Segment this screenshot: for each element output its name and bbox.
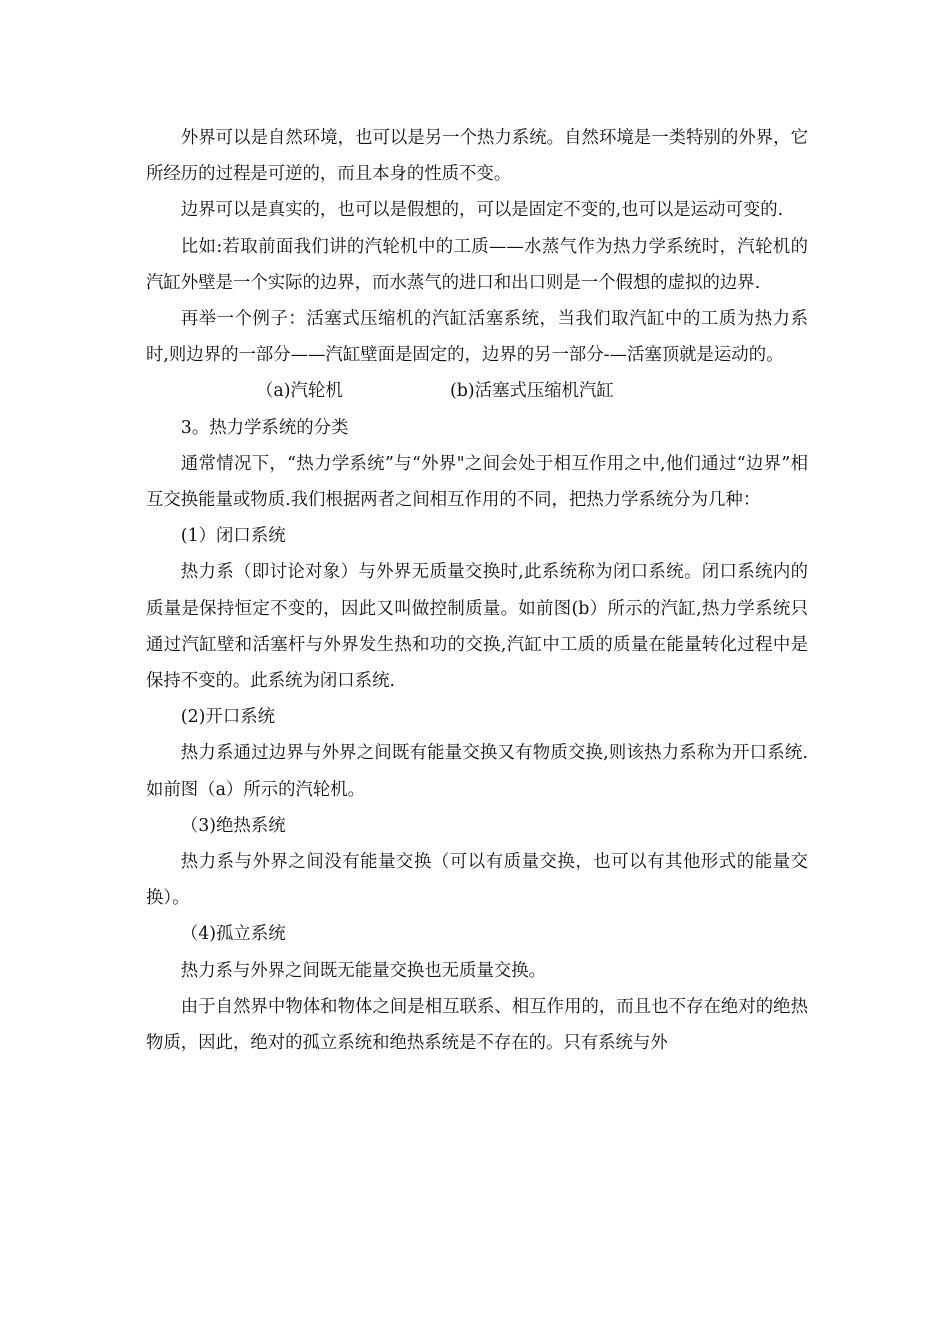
paragraph-turbine-example: 比如:若取前面我们讲的汽轮机中的工质——水蒸气作为热力学系统时，汽轮机的汽缸外壁是一个实际的边界，而水蒸气的进口和出口则是一个假想的虚拟的边界. bbox=[146, 236, 808, 293]
paragraph-classification-intro: 通常情况下，“热力学系统”与“外界"之间会处于相互作用之中,他们通过“边界”相互交换能量或物质.我们根据两者之间相互作用的不同，把热力学系统分为几种： bbox=[146, 453, 808, 511]
document-page bbox=[146, 120, 808, 1061]
item-isolated-title: （4)孤立系统 bbox=[180, 924, 286, 945]
paragraph-piston-example: 再举一个例子：活塞式压缩机的汽缸活塞系统，当我们取汽缸中的工质为热力系时,则边界的一部分——汽缸壁面是固定的，边界的另一部分-—活塞顶就是运动的。 bbox=[146, 309, 808, 366]
item-closed-body: 热力系（即讨论对象）与外界无质量交换时,此系统称为闭口系统。闭口系统内的质量是保持恒定不变的，因此又叫做控制质量。如前图(b）所示的汽缸,热力学系统只通过汽缸壁和活塞杆与外界发生热和功的交换,汽缸中工质的质量在能量转化过程中是保持不变的。此系统为闭口系统. bbox=[146, 562, 808, 692]
caption-turbine: （a)汽轮机 bbox=[256, 381, 343, 402]
figure-captions bbox=[146, 373, 808, 409]
item-closed-title: (1）闭口系统 bbox=[180, 526, 286, 547]
paragraph-closing: 由于自然界中物体和物体之间是相互联系、相互作用的，而且也不存在绝对的绝热物质，因此，绝对的孤立系统和绝热系统是不存在的。只有系统与外 bbox=[146, 996, 808, 1054]
section-heading: 3。热力学系统的分类 bbox=[180, 417, 349, 438]
item-adiabatic-title: （3)绝热系统 bbox=[180, 815, 286, 836]
caption-piston-cylinder: (b)活塞式压缩机汽缸 bbox=[450, 381, 614, 402]
item-open-body: 热力系通过边界与外界之间既有能量交换又有物质交换,则该热力系称为开口系统.如前图（a）所示的汽轮机。 bbox=[146, 743, 808, 800]
item-open-title: (2)开口系统 bbox=[180, 707, 275, 728]
paragraph-surroundings: 外界可以是自然环境，也可以是另一个热力系统。自然环境是一类特别的外界，它所经历的过程是可逆的，而且本身的性质不变。 bbox=[146, 128, 808, 185]
item-isolated-body: 热力系与外界之间既无能量交换也无质量交换。 bbox=[180, 960, 547, 981]
item-adiabatic-body: 热力系与外界之间没有能量交换（可以有质量交换，也可以有其他形式的能量交换）。 bbox=[146, 852, 808, 909]
paragraph-boundary: 边界可以是真实的，也可以是假想的，可以是固定不变的,也可以是运动可变的. bbox=[180, 200, 784, 221]
